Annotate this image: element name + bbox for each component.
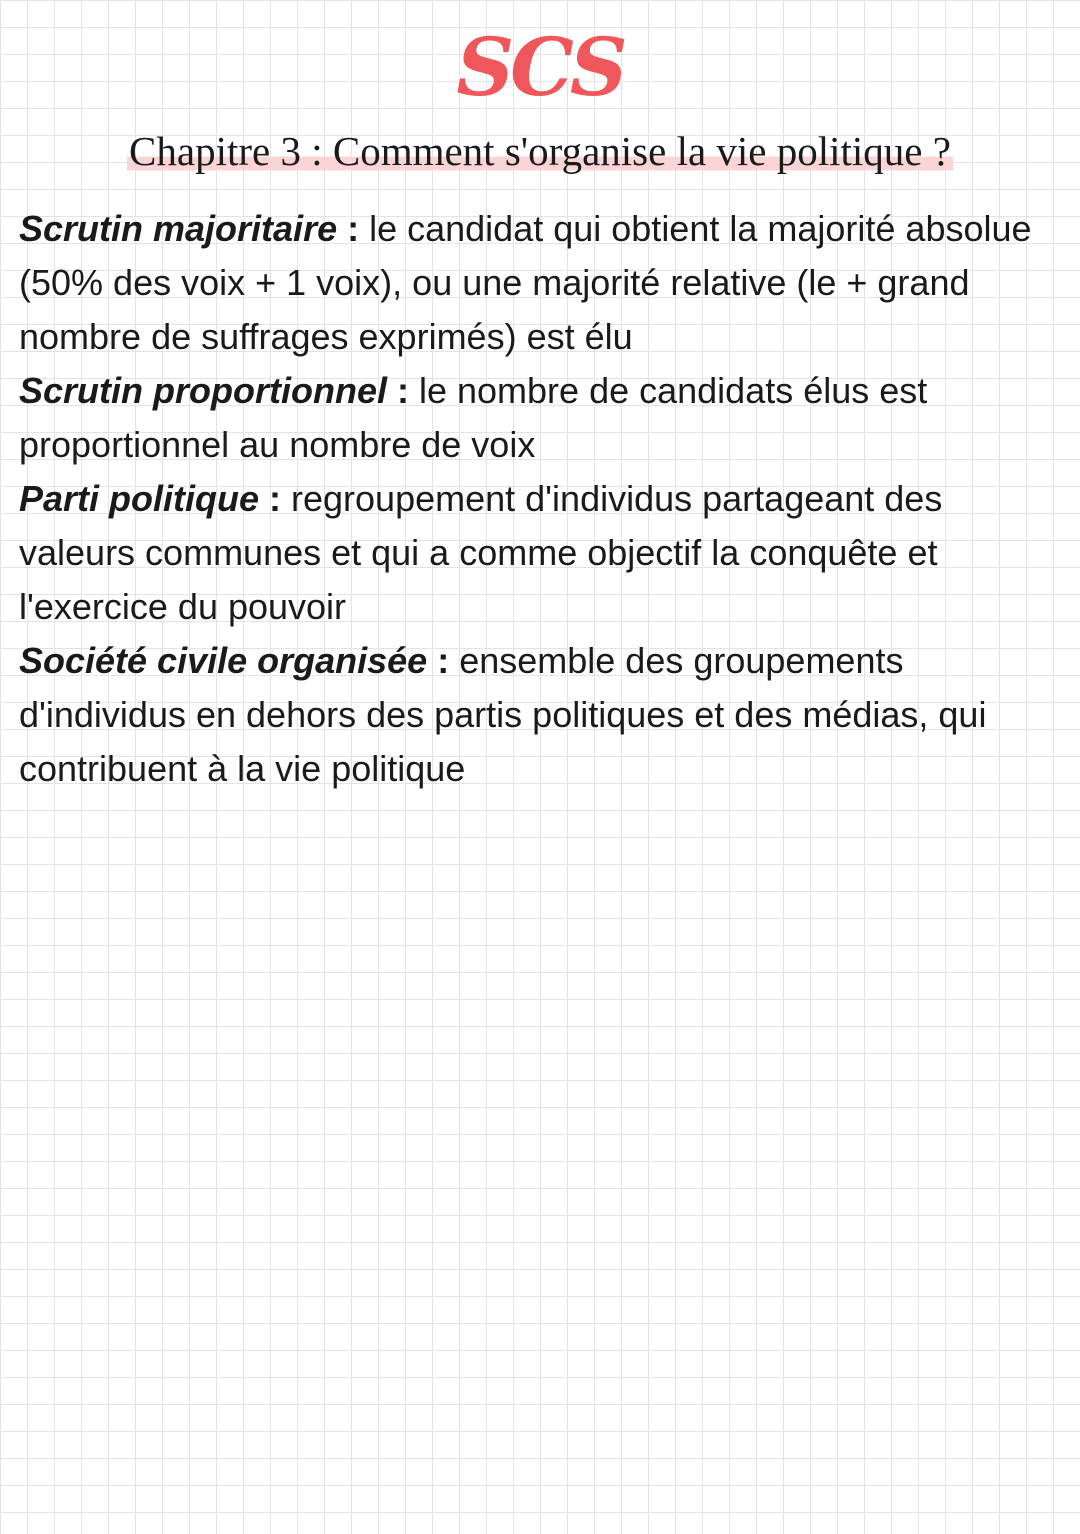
definition-separator: : xyxy=(259,478,292,519)
definition-separator: : xyxy=(427,640,460,681)
definition-term: Société civile organisée xyxy=(19,640,428,681)
definition-parti-politique xyxy=(19,472,1064,634)
definition-term: Scrutin majoritaire xyxy=(19,208,338,249)
definition-text: regroupement d'individus partageant des valeurs communes et qui a comme objectif la conquête et l'exercice du pouvoir xyxy=(19,478,943,627)
definition-term: Scrutin proportionnel xyxy=(19,370,387,411)
definitions-list xyxy=(19,202,1064,796)
definition-text: le candidat qui obtient la majorité absolue (50% des voix + 1 voix), ou une majorité relative (le + grand nombre de suffrages exprimés) est élu xyxy=(19,208,1032,357)
definition-text: le nombre de candidats élus est proportionnel au nombre de voix xyxy=(19,370,928,465)
definition-separator: : xyxy=(386,370,419,411)
subject-logo: SCS xyxy=(456,20,624,114)
definition-separator: : xyxy=(337,208,370,249)
definition-term: Parti politique xyxy=(19,478,260,519)
definition-scrutin-majoritaire xyxy=(19,202,1064,364)
definition-text: ensemble des groupements d'individus en dehors des partis politiques et des médias, qui contribuent à la vie politique xyxy=(19,640,987,789)
definition-societe-civile xyxy=(19,634,1064,796)
definition-scrutin-proportionnel xyxy=(19,364,1064,472)
chapter-title xyxy=(0,124,1080,178)
chapter-title-text: Chapitre 3 : Comment s'organise la vie politique ? xyxy=(129,128,951,174)
